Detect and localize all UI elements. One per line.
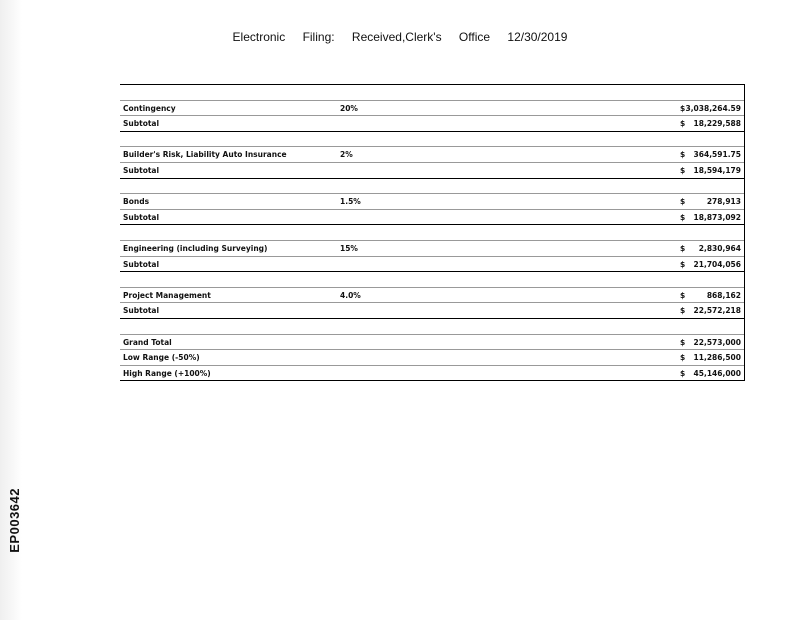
row-currency: $	[680, 337, 686, 347]
row-label: High Range (+100%)	[123, 368, 211, 378]
spacer-row	[120, 319, 744, 335]
spacer-row	[120, 132, 744, 148]
row-currency: $	[680, 103, 686, 113]
row-amount: 22,573,000	[693, 337, 741, 347]
row-currency: $	[680, 165, 686, 175]
row-label: Project Management	[123, 290, 211, 300]
row-amount: 18,229,588	[693, 119, 741, 129]
table-header-spacer	[120, 85, 744, 101]
row-percent: 2%	[340, 150, 353, 160]
table-row	[120, 194, 744, 210]
row-currency: $	[680, 197, 686, 207]
row-percent: 15%	[340, 243, 358, 253]
row-label: Grand Total	[123, 337, 172, 347]
row-currency: $	[680, 243, 686, 253]
header-word-2: Filing:	[302, 30, 335, 44]
row-currency: $	[680, 212, 686, 222]
table-row	[120, 288, 744, 304]
row-amount: 22,572,218	[693, 306, 741, 316]
row-currency: $	[680, 353, 686, 363]
row-amount: 278,913	[706, 197, 741, 207]
row-label: Builder's Risk, Liability Auto Insurance	[123, 150, 287, 160]
table-row	[120, 147, 744, 163]
row-amount: 11,286,500	[693, 353, 741, 363]
row-amount: 45,146,000	[693, 368, 741, 378]
header-word-1: Electronic	[232, 30, 286, 44]
row-currency: $	[680, 150, 686, 160]
table-row	[120, 116, 744, 132]
row-amount: 18,594,179	[693, 165, 741, 175]
table-row	[120, 303, 744, 319]
table-row	[120, 101, 744, 117]
row-amount: 364,591.75	[693, 150, 741, 160]
row-amount: 3,038,264.59	[685, 103, 741, 113]
row-label: Subtotal	[123, 165, 160, 175]
table-row	[120, 241, 744, 257]
row-label: Contingency	[123, 103, 176, 113]
row-amount: 18,873,092	[693, 212, 741, 222]
row-label: Subtotal	[123, 212, 160, 222]
table-row	[120, 257, 744, 273]
table-row	[120, 210, 744, 226]
header-word-4: Office	[458, 30, 491, 44]
row-currency: $	[680, 119, 686, 129]
row-currency: $	[680, 259, 686, 269]
row-currency: $	[680, 290, 686, 300]
row-label: Subtotal	[123, 306, 160, 316]
spacer-row	[120, 179, 744, 195]
cost-estimate-table	[120, 84, 745, 381]
table-row	[120, 366, 744, 382]
row-label: Subtotal	[123, 259, 160, 269]
row-percent: 20%	[340, 103, 358, 113]
table-row	[120, 163, 744, 179]
table-row	[120, 350, 744, 366]
row-percent: 4.0%	[340, 290, 361, 300]
header-date: 12/30/2019	[507, 30, 568, 44]
spacer-row	[120, 225, 744, 241]
row-amount: 868,162	[706, 290, 741, 300]
row-percent: 1.5%	[340, 197, 361, 207]
row-currency: $	[680, 306, 686, 316]
row-label: Low Range (-50%)	[123, 353, 200, 363]
filing-header	[0, 30, 800, 44]
row-label: Bonds	[123, 197, 150, 207]
spacer-row	[120, 272, 744, 288]
row-amount: 21,704,056	[693, 259, 741, 269]
row-amount: 2,830,964	[698, 243, 741, 253]
table-row	[120, 335, 744, 351]
row-currency: $	[680, 368, 686, 378]
header-word-3: Received,Clerk's	[351, 30, 442, 44]
row-label: Subtotal	[123, 119, 160, 129]
row-label: Engineering (including Surveying)	[123, 243, 268, 253]
bates-number: EP003642	[7, 488, 22, 553]
